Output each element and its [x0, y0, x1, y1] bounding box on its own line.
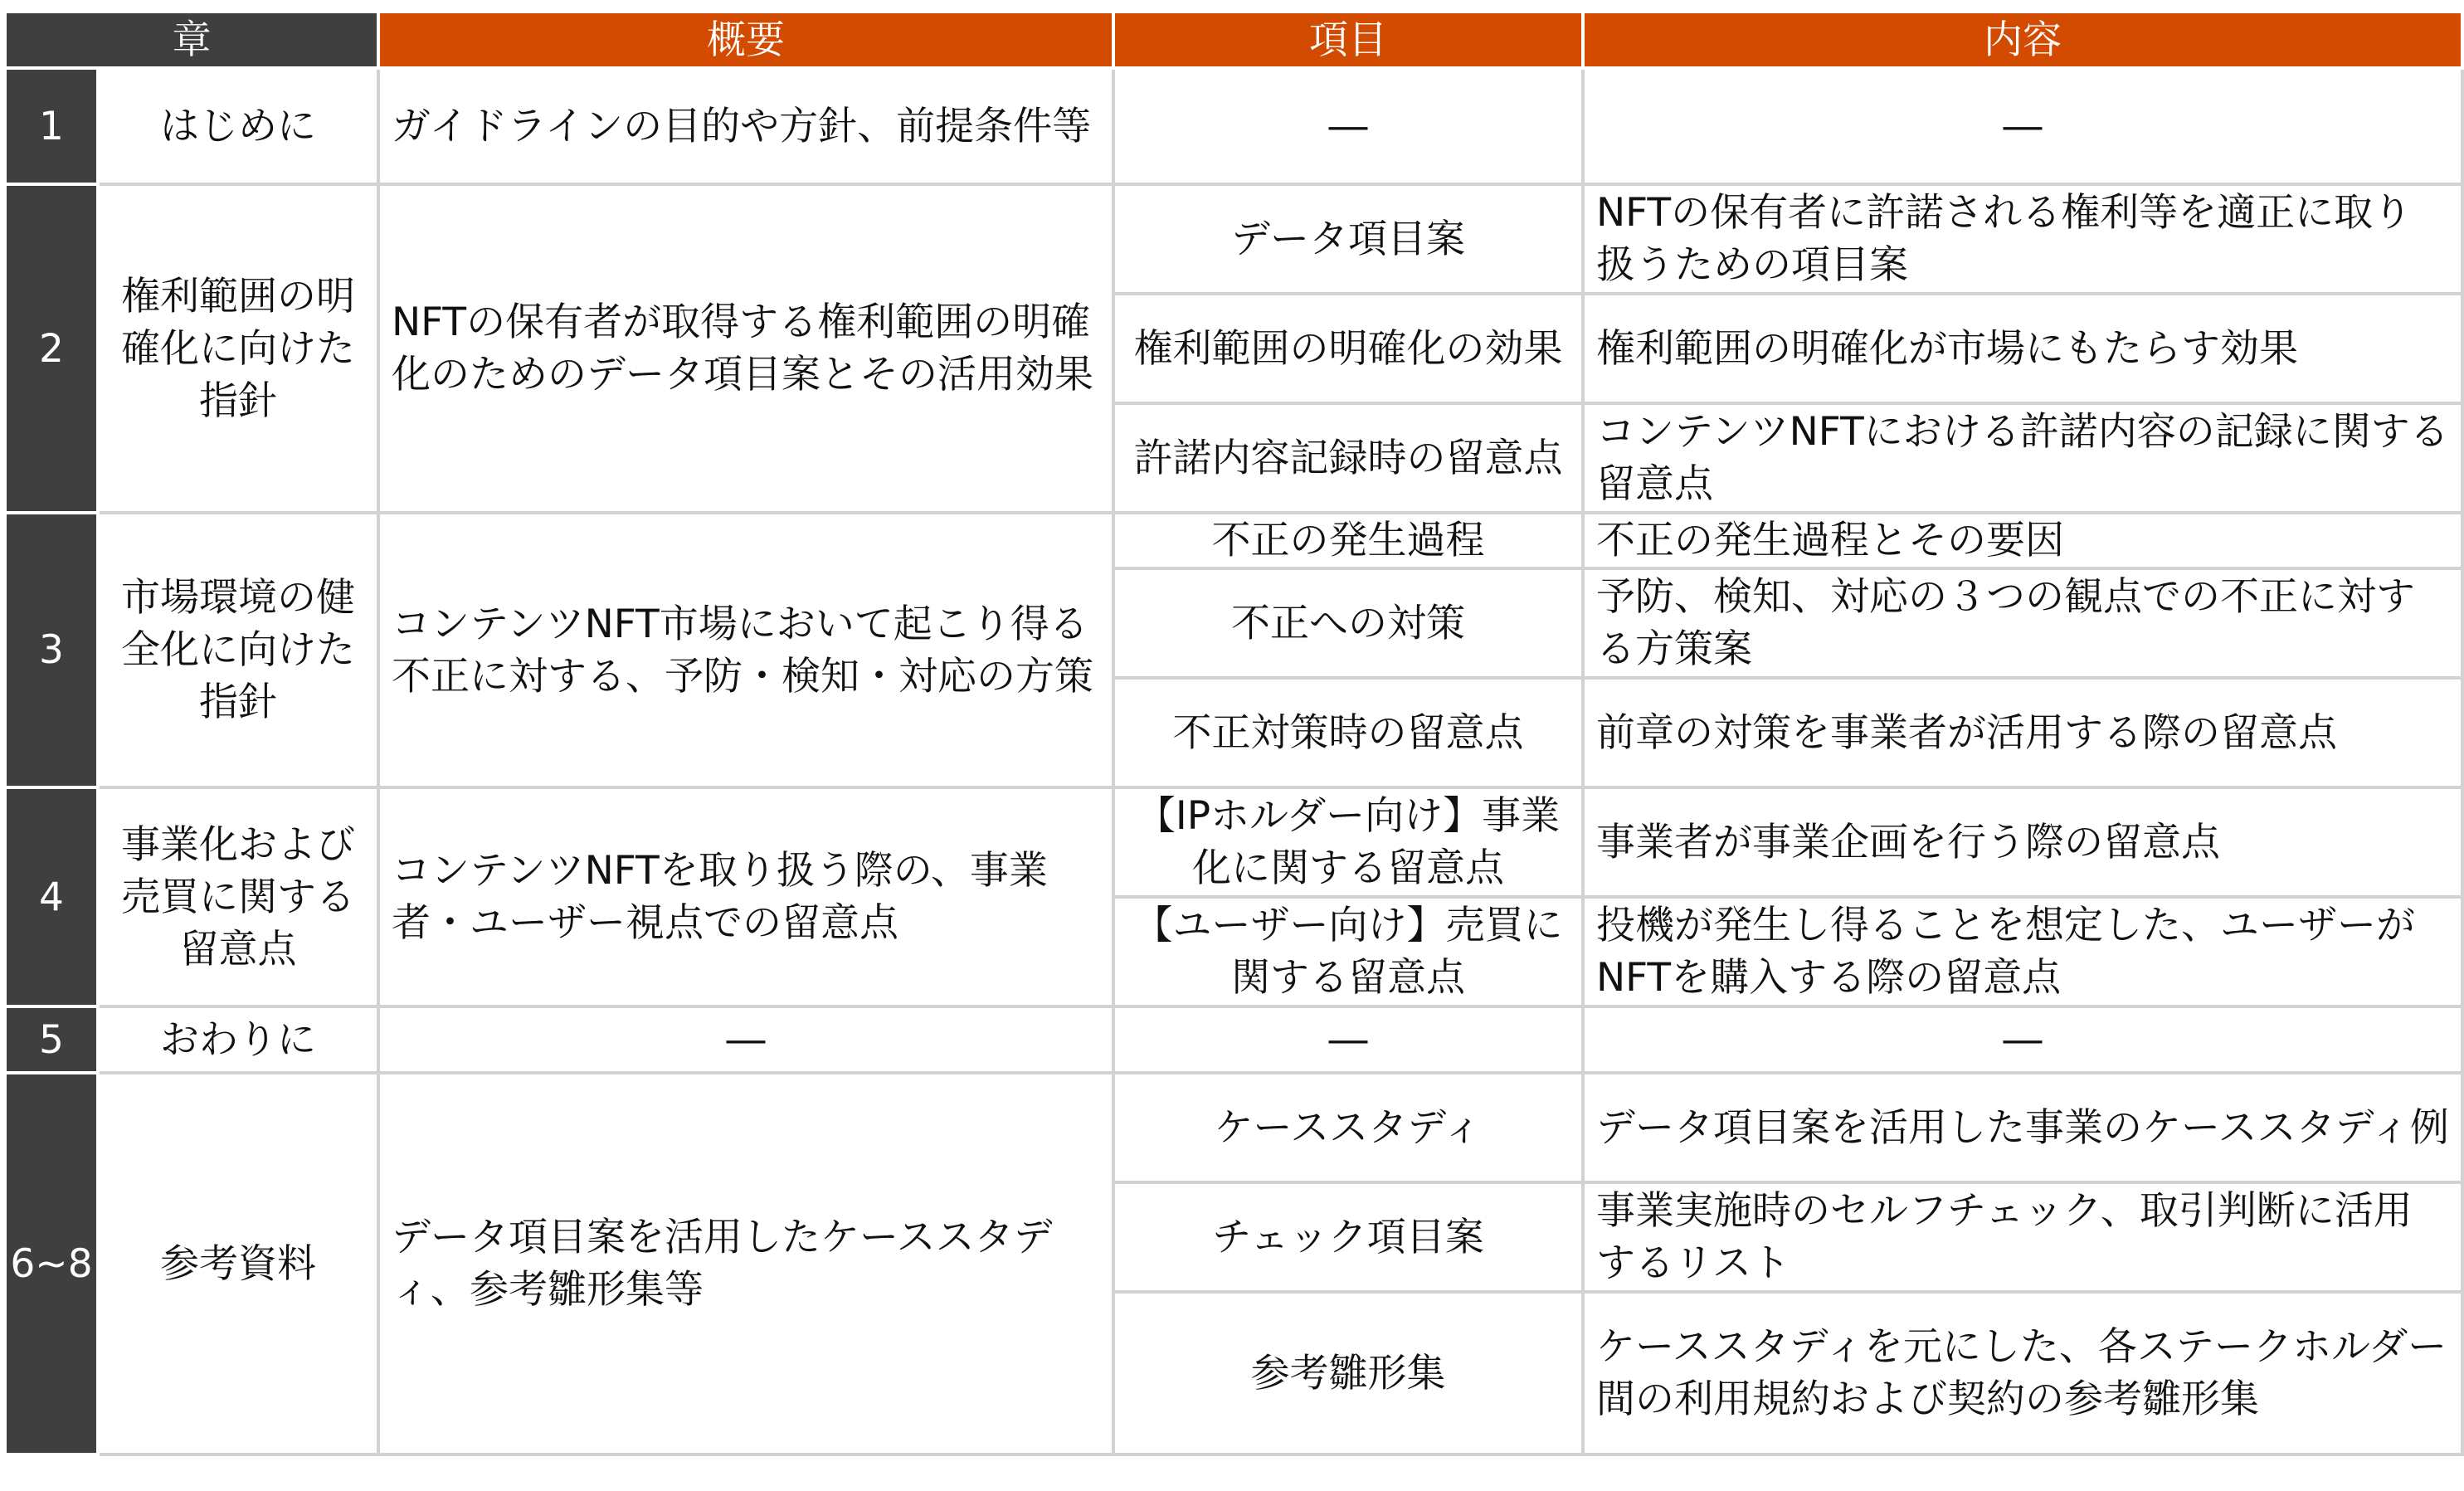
content-cell: ―: [1583, 68, 2462, 184]
chapter-title: 権利範囲の明確化に向けた指針: [98, 184, 378, 513]
item-cell: ケーススタディ: [1113, 1073, 1583, 1182]
table-row: [5, 787, 2462, 897]
item-cell: 【IPホルダー向け】事業化に関する留意点: [1113, 787, 1583, 897]
header-item: 項目: [1113, 12, 1583, 68]
content-cell: データ項目案を活用した事業のケーススタディ例: [1583, 1073, 2462, 1182]
header-content: 内容: [1583, 12, 2462, 68]
table-row: [5, 1073, 2462, 1182]
chapter-number: 6~8: [5, 1073, 98, 1454]
item-cell: データ項目案: [1113, 184, 1583, 294]
chapter-title: おわりに: [98, 1006, 378, 1073]
content-cell: コンテンツNFTにおける許諾内容の記録に関する留意点: [1583, 403, 2462, 513]
chapter-overview: コンテンツNFT市場において起こり得る不正に対する、予防・検知・対応の方策: [378, 513, 1113, 787]
chapter-number: 4: [5, 787, 98, 1006]
content-cell: ―: [1583, 1006, 2462, 1073]
header-chapter: 章: [5, 12, 378, 68]
content-cell: 権利範囲の明確化が市場にもたらす効果: [1583, 294, 2462, 403]
content-cell: 事業実施時のセルフチェック、取引判断に活用するリスト: [1583, 1182, 2462, 1292]
content-cell: NFTの保有者に許諾される権利等を適正に取り扱うための項目案: [1583, 184, 2462, 294]
table-row: [5, 184, 2462, 294]
content-cell: ケーススタディを元にした、各ステークホルダー間の利用規約および契約の参考雛形集: [1583, 1292, 2462, 1454]
item-cell: 【ユーザー向け】売買に関する留意点: [1113, 897, 1583, 1006]
chapter-title: 市場環境の健全化に向けた指針: [98, 513, 378, 787]
chapter-overview: ガイドラインの目的や方針、前提条件等: [378, 68, 1113, 184]
content-cell: 予防、検知、対応の３つの観点での不正に対する方策案: [1583, 568, 2462, 678]
content-cell: 事業者が事業企画を行う際の留意点: [1583, 787, 2462, 897]
chapter-overview: コンテンツNFTを取り扱う際の、事業者・ユーザー視点での留意点: [378, 787, 1113, 1006]
chapter-overview: NFTの保有者が取得する権利範囲の明確化のためのデータ項目案とその活用効果: [378, 184, 1113, 513]
item-cell: 不正対策時の留意点: [1113, 678, 1583, 787]
table-row: [5, 1006, 2462, 1073]
chapter-number: 2: [5, 184, 98, 513]
chapter-overview: ―: [378, 1006, 1113, 1073]
item-cell: ―: [1113, 1006, 1583, 1073]
header-overview: 概要: [378, 12, 1113, 68]
table-body: [5, 68, 2462, 1454]
chapter-number: 1: [5, 68, 98, 184]
table-header: [5, 12, 2462, 68]
item-cell: 許諾内容記録時の留意点: [1113, 403, 1583, 513]
chapter-overview: データ項目案を活用したケーススタディ、参考雛形集等: [378, 1073, 1113, 1454]
content-cell: 不正の発生過程とその要因: [1583, 513, 2462, 568]
chapter-title: はじめに: [98, 68, 378, 184]
item-cell: 権利範囲の明確化の効果: [1113, 294, 1583, 403]
chapter-overview-table: [3, 10, 2464, 1456]
item-cell: 参考雛形集: [1113, 1292, 1583, 1454]
table-row: [5, 513, 2462, 568]
chapter-title: 参考資料: [98, 1073, 378, 1454]
item-cell: 不正への対策: [1113, 568, 1583, 678]
chapter-title: 事業化および売買に関する留意点: [98, 787, 378, 1006]
chapter-number: 5: [5, 1006, 98, 1073]
table-row: [5, 68, 2462, 184]
header-row: [5, 12, 2462, 68]
chapter-number: 3: [5, 513, 98, 787]
content-cell: 前章の対策を事業者が活用する際の留意点: [1583, 678, 2462, 787]
item-cell: 不正の発生過程: [1113, 513, 1583, 568]
item-cell: チェック項目案: [1113, 1182, 1583, 1292]
content-cell: 投機が発生し得ることを想定した、ユーザーがNFTを購入する際の留意点: [1583, 897, 2462, 1006]
item-cell: ―: [1113, 68, 1583, 184]
